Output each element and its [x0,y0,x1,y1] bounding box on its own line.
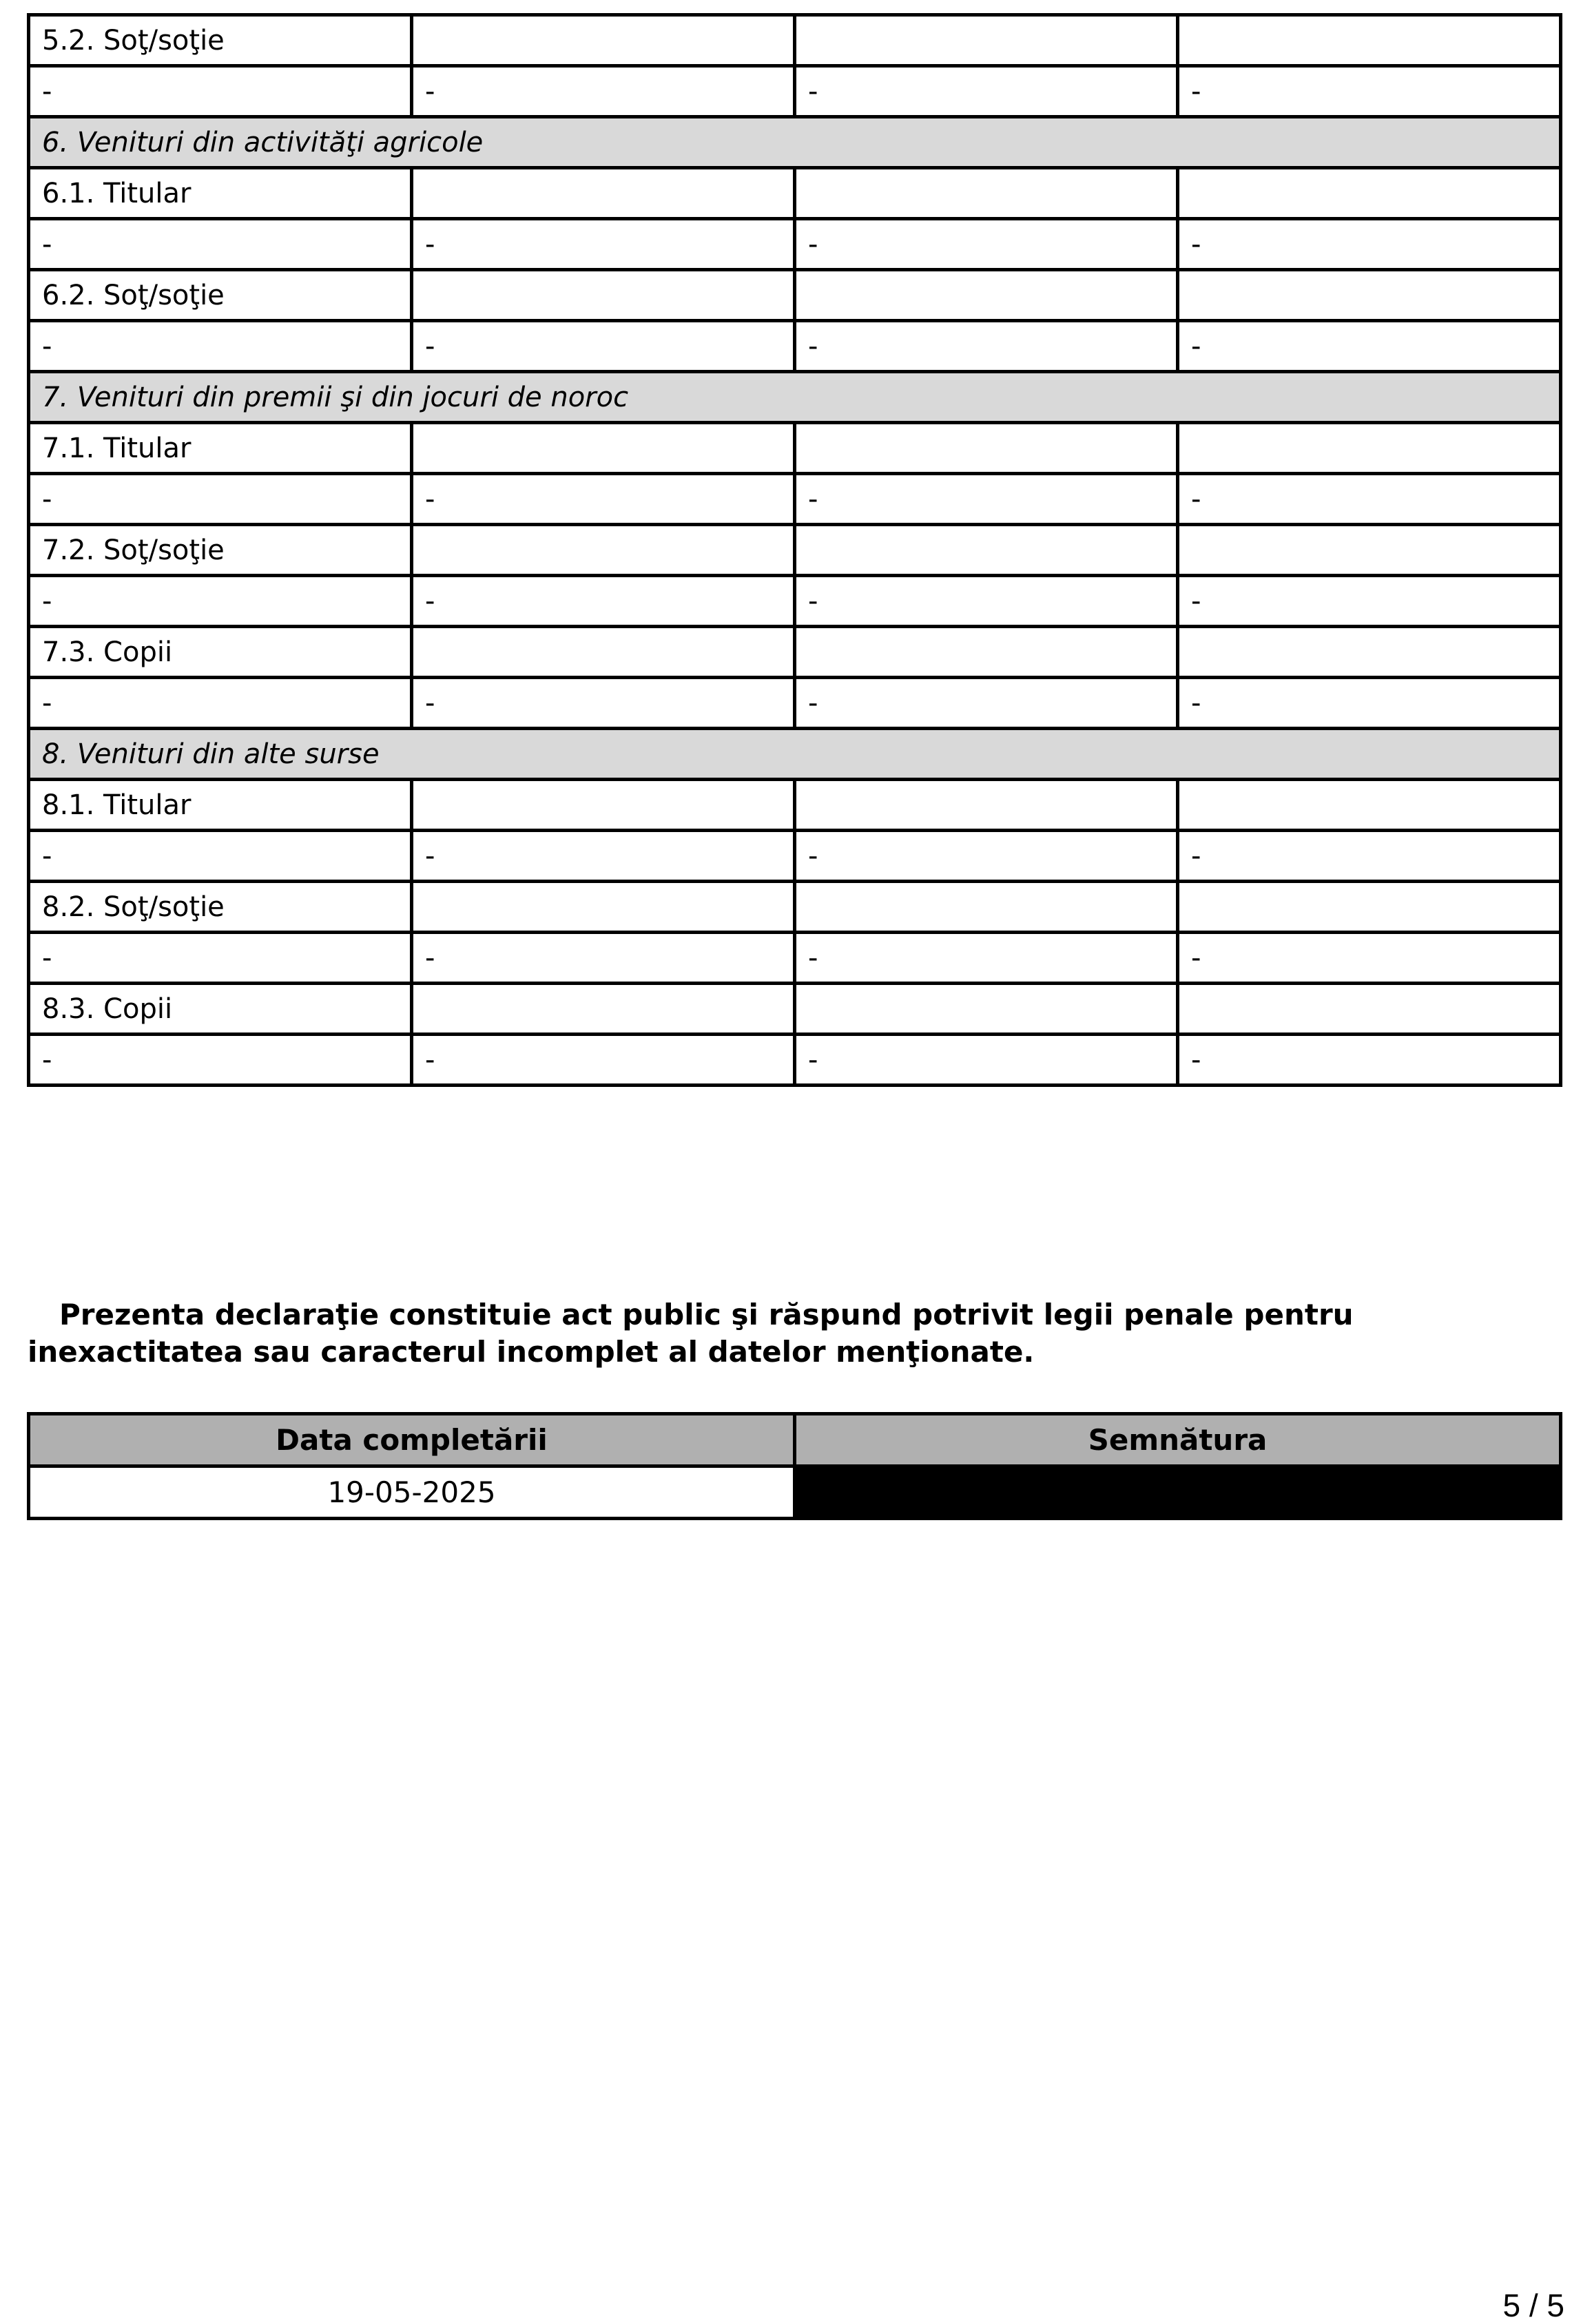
section-header-row [29,117,1561,168]
table-cell: - [1178,321,1561,372]
person-row [29,882,1561,933]
table-cell: - [795,678,1178,729]
table-cell: - [795,474,1178,525]
empty-cell [795,270,1178,321]
table-cell: - [412,933,795,984]
signature-table [27,1412,1562,1520]
person-row [29,525,1561,576]
table-cell: - [795,1035,1178,1086]
section-header-row [29,729,1561,780]
table-row [29,474,1561,525]
person-label: 5.2. Soţ/soţie [29,15,412,66]
table-cell: - [412,321,795,372]
person-label: 6.1. Titular [29,168,412,219]
table-cell: - [412,576,795,627]
table-cell: - [1178,474,1561,525]
table-cell: - [29,474,412,525]
table-row [29,831,1561,882]
empty-cell [412,168,795,219]
empty-cell [1178,882,1561,933]
person-label: 6.2. Soţ/soţie [29,270,412,321]
table-cell: - [795,831,1178,882]
table-cell: - [1178,66,1561,117]
table-cell: - [29,321,412,372]
person-row [29,984,1561,1035]
person-label: 8.2. Soţ/soţie [29,882,412,933]
table-cell: - [795,933,1178,984]
section-title: 6. Venituri din activităţi agricole [29,117,1561,168]
table-cell: - [1178,1035,1561,1086]
table-cell: - [412,1035,795,1086]
person-label: 8.3. Copii [29,984,412,1035]
empty-cell [1178,984,1561,1035]
empty-cell [412,882,795,933]
empty-cell [1178,423,1561,474]
empty-cell [795,984,1178,1035]
person-label: 7.1. Titular [29,423,412,474]
empty-cell [412,627,795,678]
empty-cell [1178,168,1561,219]
person-label: 7.3. Copii [29,627,412,678]
table-cell: - [412,831,795,882]
person-row [29,270,1561,321]
table-cell: - [412,474,795,525]
table-cell: - [1178,831,1561,882]
section-title: 7. Venituri din premii şi din jocuri de noroc [29,372,1561,423]
table-row [29,678,1561,729]
empty-cell [795,15,1178,66]
empty-cell [1178,627,1561,678]
person-row [29,15,1561,66]
person-row [29,168,1561,219]
person-row [29,627,1561,678]
table-cell: - [1178,576,1561,627]
empty-cell [1178,15,1561,66]
empty-cell [412,984,795,1035]
empty-cell [795,627,1178,678]
empty-cell [795,882,1178,933]
person-label: 8.1. Titular [29,780,412,831]
table-cell: - [412,219,795,270]
table-cell: - [1178,933,1561,984]
empty-cell [412,270,795,321]
table-cell: - [795,66,1178,117]
empty-cell [795,525,1178,576]
table-cell: - [29,66,412,117]
table-row [29,219,1561,270]
empty-cell [795,780,1178,831]
date-header: Data completării [29,1414,795,1466]
empty-cell [1178,270,1561,321]
empty-cell [1178,525,1561,576]
table-row [29,1035,1561,1086]
person-row [29,780,1561,831]
empty-cell [795,168,1178,219]
table-row [29,576,1561,627]
empty-cell [412,423,795,474]
income-table-body [29,15,1561,1086]
table-cell: - [1178,219,1561,270]
table-row [29,321,1561,372]
table-cell: - [412,66,795,117]
table-cell: - [29,576,412,627]
table-cell: - [795,576,1178,627]
declaration-statement: Prezenta declaraţie constituie act public şi răspund potrivit legii penale pentru inexactitatea sau caracterul incomplet al datelor menţionate. [28,1298,1354,1369]
completion-date: 19-05-2025 [29,1466,795,1519]
table-cell: - [1178,678,1561,729]
table-cell: - [29,678,412,729]
signature-header: Semnătura [795,1414,1561,1466]
table-row [29,66,1561,117]
income-table [27,13,1562,1087]
signature-table-value-row [29,1466,1561,1519]
page-number: 5 / 5 [1502,2287,1564,2323]
table-cell: - [412,678,795,729]
empty-cell [412,780,795,831]
person-row [29,423,1561,474]
empty-cell [412,15,795,66]
empty-cell [412,525,795,576]
empty-cell [795,423,1178,474]
table-cell: - [29,933,412,984]
table-row [29,933,1561,984]
person-label: 7.2. Soţ/soţie [29,525,412,576]
signature-redacted [795,1466,1561,1519]
table-cell: - [795,321,1178,372]
table-cell: - [29,1035,412,1086]
empty-cell [1178,780,1561,831]
table-cell: - [29,831,412,882]
table-cell: - [29,219,412,270]
table-cell: - [795,219,1178,270]
section-title: 8. Venituri din alte surse [29,729,1561,780]
section-header-row [29,372,1561,423]
signature-table-header-row [29,1414,1561,1466]
